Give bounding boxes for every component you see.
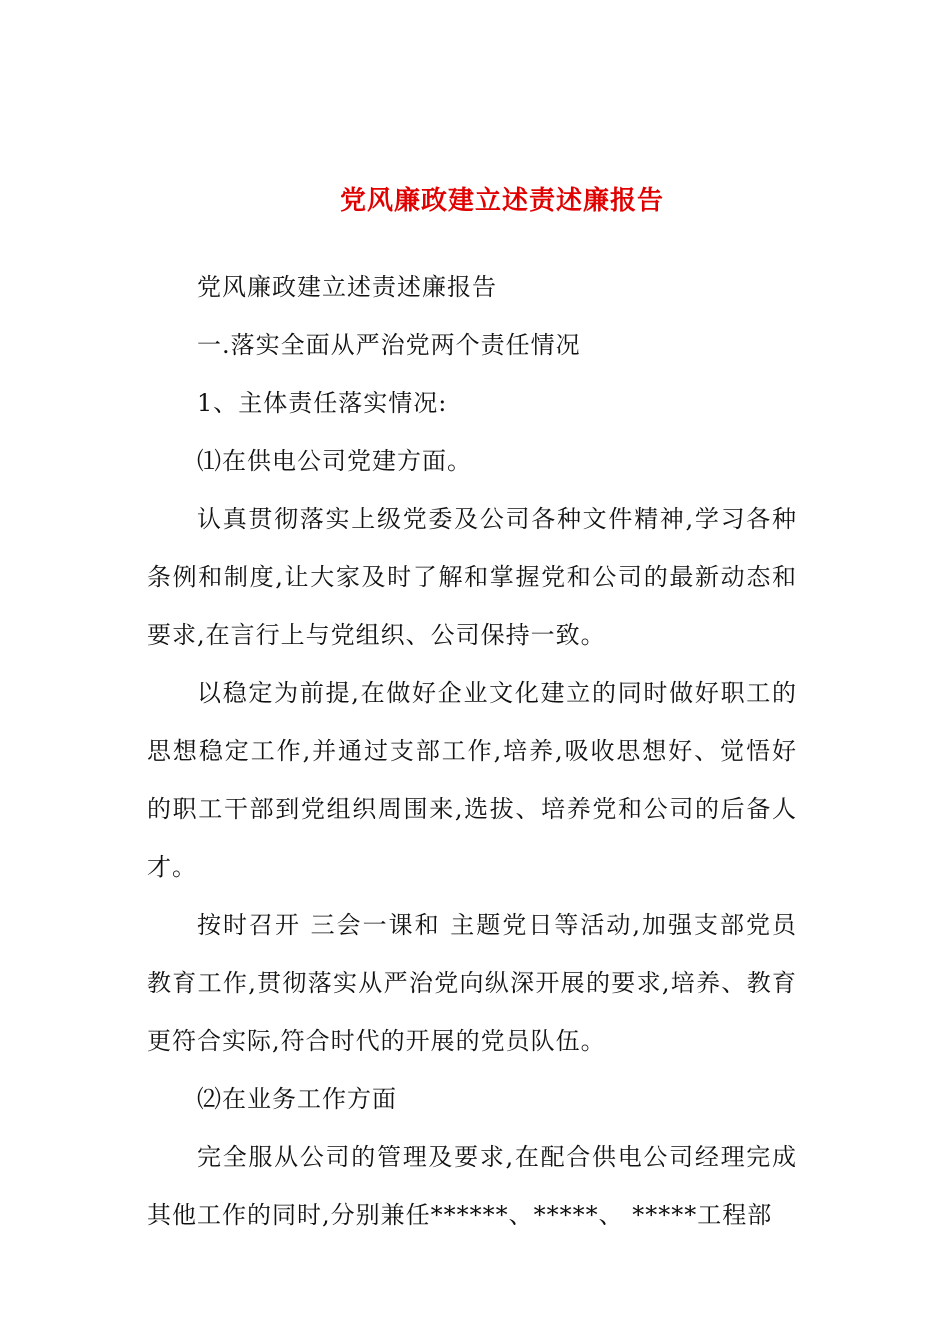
paragraph-body-2: 以稳定为前提,在做好企业文化建立的同时做好职工的思想稳定工作,并通过支部工作,培养,吸收思想好、觉悟好的职工干部到党组织周围来,选拔、培养党和公司的后备人才。 — [147, 679, 797, 881]
paragraph-body-4: 完全服从公司的管理及要求,在配合供电公司经理完成其他工作的同时,分别兼任******、*****、 *****工程部 — [147, 1143, 797, 1229]
document-body — [147, 258, 797, 1244]
paragraph-subsection-heading: 1、主体责任落实情况: — [197, 389, 448, 417]
paragraph-subtitle: 党风廉政建立述责述廉报告 — [197, 273, 497, 301]
paragraph-body-3: 按时召开 三会一课和 主题党日等活动,加强支部党员教育工作,贯彻落实从严治党向纵深开展的要求,培养、教育更符合实际,符合时代的开展的党员队伍。 — [147, 911, 797, 1055]
paragraph-section-heading: 一.落实全面从严治党两个责任情况 — [197, 331, 581, 359]
paragraph-body-1: 认真贯彻落实上级党委及公司各种文件精神,学习各种条例和制度,让大家及时了解和掌握党和公司的最新动态和要求,在言行上与党组织、公司保持一致。 — [147, 505, 797, 649]
paragraph-item-heading-1: ⑴在供电公司党建方面。 — [197, 447, 472, 475]
paragraph-item-heading-2: ⑵在业务工作方面 — [197, 1085, 397, 1113]
document-title: 党风廉政建立述责述廉报告 — [339, 186, 664, 216]
